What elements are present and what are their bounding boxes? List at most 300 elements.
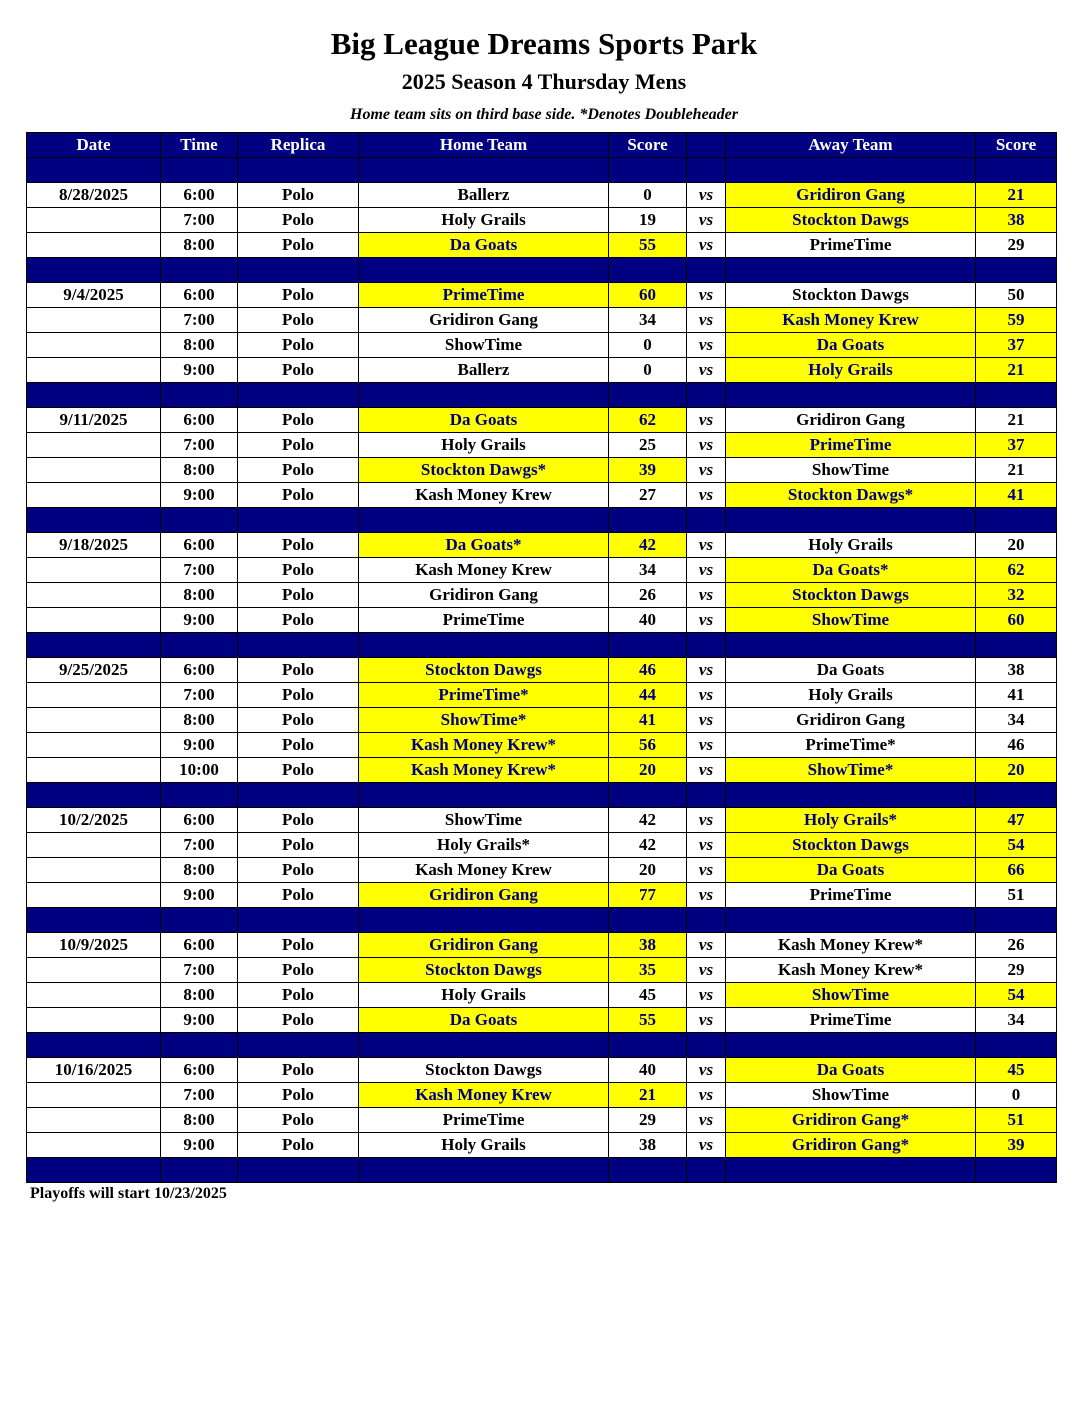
home-score: 20 (609, 858, 687, 883)
separator-cell (609, 908, 687, 933)
game-replica: Polo (238, 933, 359, 958)
away-team: Gridiron Gang (726, 708, 976, 733)
home-score: 20 (609, 758, 687, 783)
home-team: Ballerz (359, 183, 609, 208)
separator-cell (27, 1033, 161, 1058)
game-date: 9/18/2025 (27, 533, 161, 558)
away-score: 20 (976, 758, 1057, 783)
game-date (27, 483, 161, 508)
game-time: 9:00 (161, 733, 238, 758)
away-team: Gridiron Gang* (726, 1133, 976, 1158)
game-time: 8:00 (161, 858, 238, 883)
home-score: 35 (609, 958, 687, 983)
away-team: Holy Grails (726, 358, 976, 383)
game-time: 8:00 (161, 1108, 238, 1133)
home-score: 19 (609, 208, 687, 233)
separator-cell (687, 1033, 726, 1058)
game-time: 9:00 (161, 1133, 238, 1158)
game-row (27, 308, 1057, 333)
col-header-replica: Replica (238, 133, 359, 158)
game-date (27, 233, 161, 258)
game-replica: Polo (238, 433, 359, 458)
vs-label: vs (687, 208, 726, 233)
game-time: 7:00 (161, 433, 238, 458)
separator-cell (726, 1158, 976, 1183)
away-score: 62 (976, 558, 1057, 583)
separator-cell (27, 633, 161, 658)
game-replica: Polo (238, 583, 359, 608)
game-time: 9:00 (161, 358, 238, 383)
away-score: 59 (976, 308, 1057, 333)
home-score: 40 (609, 608, 687, 633)
page-title: Big League Dreams Sports Park (330, 26, 758, 61)
away-team: Gridiron Gang* (726, 1108, 976, 1133)
separator-cell (27, 158, 161, 183)
home-team: Kash Money Krew (359, 558, 609, 583)
separator-cell (609, 1033, 687, 1058)
away-team: Da Goats (726, 858, 976, 883)
separator-cell (359, 1033, 609, 1058)
away-team: Da Goats* (726, 558, 976, 583)
away-score: 34 (976, 708, 1057, 733)
game-time: 7:00 (161, 208, 238, 233)
home-score: 45 (609, 983, 687, 1008)
game-row (27, 608, 1057, 633)
game-time: 7:00 (161, 833, 238, 858)
separator-cell (609, 158, 687, 183)
home-team: Gridiron Gang (359, 583, 609, 608)
game-time: 8:00 (161, 708, 238, 733)
game-row (27, 858, 1057, 883)
game-replica: Polo (238, 1008, 359, 1033)
away-team: Da Goats (726, 333, 976, 358)
separator-cell (976, 633, 1057, 658)
separator-cell (609, 633, 687, 658)
page-subtitle: 2025 Season 4 Thursday Mens (401, 69, 687, 94)
separator-cell (238, 258, 359, 283)
game-row (27, 433, 1057, 458)
game-date (27, 1083, 161, 1108)
away-score: 32 (976, 583, 1057, 608)
away-team: Stockton Dawgs (726, 208, 976, 233)
game-date: 9/11/2025 (27, 408, 161, 433)
away-score: 21 (976, 408, 1057, 433)
home-score: 40 (609, 1058, 687, 1083)
away-team: PrimeTime (726, 883, 976, 908)
header-row (27, 133, 1057, 158)
game-replica: Polo (238, 183, 359, 208)
home-team: Kash Money Krew* (359, 758, 609, 783)
home-team: Gridiron Gang (359, 933, 609, 958)
week-separator-row (27, 508, 1057, 533)
home-team: ShowTime (359, 333, 609, 358)
home-team: ShowTime* (359, 708, 609, 733)
game-row (27, 458, 1057, 483)
game-row (27, 358, 1057, 383)
home-score: 42 (609, 533, 687, 558)
col-header-time: Time (161, 133, 238, 158)
vs-label: vs (687, 958, 726, 983)
game-row (27, 558, 1057, 583)
game-replica: Polo (238, 733, 359, 758)
separator-cell (976, 783, 1057, 808)
game-time: 7:00 (161, 308, 238, 333)
home-team: Gridiron Gang (359, 308, 609, 333)
away-team: ShowTime (726, 983, 976, 1008)
game-replica: Polo (238, 558, 359, 583)
game-replica: Polo (238, 608, 359, 633)
separator-cell (238, 383, 359, 408)
away-score: 38 (976, 208, 1057, 233)
game-replica: Polo (238, 483, 359, 508)
separator-cell (687, 508, 726, 533)
away-team: Kash Money Krew* (726, 958, 976, 983)
separator-cell (238, 508, 359, 533)
vs-label: vs (687, 708, 726, 733)
away-score: 21 (976, 183, 1057, 208)
separator-cell (238, 1033, 359, 1058)
home-team: Gridiron Gang (359, 883, 609, 908)
home-score: 62 (609, 408, 687, 433)
away-team: Stockton Dawgs (726, 283, 976, 308)
vs-label: vs (687, 1058, 726, 1083)
game-date (27, 833, 161, 858)
game-replica: Polo (238, 808, 359, 833)
week-separator-row (27, 383, 1057, 408)
away-score: 34 (976, 1008, 1057, 1033)
game-row (27, 1008, 1057, 1033)
game-time: 6:00 (161, 658, 238, 683)
col-header-date: Date (27, 133, 161, 158)
separator-cell (609, 1158, 687, 1183)
home-team: Da Goats (359, 1008, 609, 1033)
week-separator-row (27, 633, 1057, 658)
game-date (27, 333, 161, 358)
away-score: 21 (976, 458, 1057, 483)
game-date (27, 1133, 161, 1158)
home-score: 27 (609, 483, 687, 508)
away-score: 66 (976, 858, 1057, 883)
separator-cell (687, 633, 726, 658)
away-team: Stockton Dawgs* (726, 483, 976, 508)
week-separator-row (27, 1158, 1057, 1183)
game-time: 7:00 (161, 558, 238, 583)
schedule-table (26, 132, 1057, 1183)
home-score: 38 (609, 933, 687, 958)
game-time: 6:00 (161, 533, 238, 558)
game-replica: Polo (238, 983, 359, 1008)
game-date (27, 458, 161, 483)
home-team: PrimeTime (359, 1108, 609, 1133)
vs-label: vs (687, 808, 726, 833)
vs-label: vs (687, 1108, 726, 1133)
separator-cell (27, 1158, 161, 1183)
game-time: 8:00 (161, 983, 238, 1008)
away-score: 39 (976, 1133, 1057, 1158)
game-time: 7:00 (161, 958, 238, 983)
schedule-body (27, 158, 1057, 1183)
vs-label: vs (687, 483, 726, 508)
home-score: 44 (609, 683, 687, 708)
vs-label: vs (687, 683, 726, 708)
home-team: Holy Grails (359, 1133, 609, 1158)
separator-cell (726, 908, 976, 933)
away-team: ShowTime (726, 1083, 976, 1108)
vs-label: vs (687, 1008, 726, 1033)
game-date (27, 1008, 161, 1033)
vs-label: vs (687, 283, 726, 308)
home-score: 39 (609, 458, 687, 483)
home-score: 56 (609, 733, 687, 758)
separator-cell (359, 633, 609, 658)
game-date (27, 883, 161, 908)
away-team: PrimeTime* (726, 733, 976, 758)
home-score: 55 (609, 233, 687, 258)
away-team: Da Goats (726, 1058, 976, 1083)
away-score: 54 (976, 983, 1057, 1008)
away-score: 46 (976, 733, 1057, 758)
col-header-away-team: Away Team (726, 133, 976, 158)
separator-cell (726, 1033, 976, 1058)
home-team: Kash Money Krew (359, 483, 609, 508)
away-team: PrimeTime (726, 233, 976, 258)
week-separator-row (27, 783, 1057, 808)
schedule-note: Home team sits on third base side. *Denotes Doubleheader (350, 106, 738, 123)
game-replica: Polo (238, 358, 359, 383)
game-row (27, 708, 1057, 733)
away-score: 50 (976, 283, 1057, 308)
game-row (27, 1058, 1057, 1083)
separator-cell (687, 1158, 726, 1183)
game-date: 10/9/2025 (27, 933, 161, 958)
game-row (27, 733, 1057, 758)
separator-cell (687, 383, 726, 408)
home-score: 21 (609, 1083, 687, 1108)
game-time: 7:00 (161, 1083, 238, 1108)
away-team: Holy Grails* (726, 808, 976, 833)
game-date (27, 683, 161, 708)
home-team: Stockton Dawgs (359, 1058, 609, 1083)
home-team: Holy Grails (359, 208, 609, 233)
home-score: 34 (609, 308, 687, 333)
home-team: Stockton Dawgs (359, 958, 609, 983)
away-score: 54 (976, 833, 1057, 858)
home-score: 29 (609, 1108, 687, 1133)
home-team: Kash Money Krew (359, 858, 609, 883)
game-date: 8/28/2025 (27, 183, 161, 208)
away-team: PrimeTime (726, 433, 976, 458)
game-time: 7:00 (161, 683, 238, 708)
away-team: Stockton Dawgs (726, 833, 976, 858)
home-team: PrimeTime (359, 283, 609, 308)
vs-label: vs (687, 883, 726, 908)
playoffs-note: Playoffs will start 10/23/2025 (30, 1185, 227, 1202)
home-team: Kash Money Krew (359, 1083, 609, 1108)
separator-cell (161, 633, 238, 658)
separator-cell (161, 783, 238, 808)
home-score: 55 (609, 1008, 687, 1033)
separator-cell (359, 383, 609, 408)
vs-label: vs (687, 183, 726, 208)
away-score: 47 (976, 808, 1057, 833)
vs-label: vs (687, 583, 726, 608)
away-score: 0 (976, 1083, 1057, 1108)
game-date (27, 358, 161, 383)
away-team: ShowTime* (726, 758, 976, 783)
away-score: 29 (976, 233, 1057, 258)
game-row (27, 283, 1057, 308)
game-replica: Polo (238, 758, 359, 783)
separator-cell (687, 783, 726, 808)
away-team: Holy Grails (726, 533, 976, 558)
game-row (27, 333, 1057, 358)
vs-label: vs (687, 758, 726, 783)
separator-cell (687, 258, 726, 283)
separator-cell (359, 1158, 609, 1183)
vs-label: vs (687, 608, 726, 633)
game-time: 10:00 (161, 758, 238, 783)
game-row (27, 483, 1057, 508)
separator-cell (976, 258, 1057, 283)
game-time: 8:00 (161, 583, 238, 608)
separator-cell (609, 508, 687, 533)
week-separator-row (27, 908, 1057, 933)
away-score: 51 (976, 1108, 1057, 1133)
game-replica: Polo (238, 458, 359, 483)
home-score: 0 (609, 358, 687, 383)
away-team: Gridiron Gang (726, 183, 976, 208)
vs-label: vs (687, 333, 726, 358)
game-time: 9:00 (161, 1008, 238, 1033)
game-row (27, 408, 1057, 433)
separator-cell (359, 158, 609, 183)
game-row (27, 758, 1057, 783)
game-row (27, 933, 1057, 958)
home-team: Holy Grails* (359, 833, 609, 858)
away-score: 41 (976, 483, 1057, 508)
away-team: PrimeTime (726, 1008, 976, 1033)
separator-cell (359, 908, 609, 933)
col-header-home-score: Score (609, 133, 687, 158)
vs-label: vs (687, 233, 726, 258)
vs-label: vs (687, 558, 726, 583)
separator-cell (609, 383, 687, 408)
vs-label: vs (687, 858, 726, 883)
home-team: Stockton Dawgs (359, 658, 609, 683)
game-row (27, 533, 1057, 558)
away-team: Gridiron Gang (726, 408, 976, 433)
away-score: 60 (976, 608, 1057, 633)
separator-cell (238, 1158, 359, 1183)
game-replica: Polo (238, 958, 359, 983)
game-time: 9:00 (161, 883, 238, 908)
home-score: 46 (609, 658, 687, 683)
separator-cell (609, 783, 687, 808)
separator-cell (27, 508, 161, 533)
game-date (27, 583, 161, 608)
game-date (27, 308, 161, 333)
separator-cell (161, 1033, 238, 1058)
game-time: 6:00 (161, 408, 238, 433)
game-time: 8:00 (161, 333, 238, 358)
away-team: Da Goats (726, 658, 976, 683)
vs-label: vs (687, 1083, 726, 1108)
game-replica: Polo (238, 333, 359, 358)
away-score: 26 (976, 933, 1057, 958)
home-score: 34 (609, 558, 687, 583)
separator-cell (238, 783, 359, 808)
separator-cell (161, 908, 238, 933)
game-time: 9:00 (161, 608, 238, 633)
home-score: 41 (609, 708, 687, 733)
game-time: 8:00 (161, 233, 238, 258)
home-score: 42 (609, 833, 687, 858)
separator-cell (976, 908, 1057, 933)
game-date: 9/4/2025 (27, 283, 161, 308)
game-row (27, 208, 1057, 233)
col-header-away-score: Score (976, 133, 1057, 158)
game-replica: Polo (238, 208, 359, 233)
game-replica: Polo (238, 533, 359, 558)
game-row (27, 233, 1057, 258)
home-team: Ballerz (359, 358, 609, 383)
home-team: Kash Money Krew* (359, 733, 609, 758)
game-replica: Polo (238, 1083, 359, 1108)
vs-label: vs (687, 658, 726, 683)
separator-cell (238, 908, 359, 933)
home-team: Da Goats (359, 408, 609, 433)
game-date (27, 733, 161, 758)
separator-cell (976, 1158, 1057, 1183)
game-row (27, 183, 1057, 208)
vs-label: vs (687, 983, 726, 1008)
game-row (27, 808, 1057, 833)
game-replica: Polo (238, 658, 359, 683)
game-date (27, 208, 161, 233)
separator-cell (976, 508, 1057, 533)
home-team: PrimeTime (359, 608, 609, 633)
separator-cell (359, 508, 609, 533)
separator-cell (161, 158, 238, 183)
game-date (27, 433, 161, 458)
game-replica: Polo (238, 1133, 359, 1158)
separator-cell (976, 383, 1057, 408)
separator-cell (976, 1033, 1057, 1058)
game-replica: Polo (238, 308, 359, 333)
game-replica: Polo (238, 283, 359, 308)
away-team: Stockton Dawgs (726, 583, 976, 608)
game-row (27, 683, 1057, 708)
game-time: 6:00 (161, 808, 238, 833)
separator-cell (161, 383, 238, 408)
game-row (27, 1133, 1057, 1158)
vs-label: vs (687, 733, 726, 758)
away-team: ShowTime (726, 608, 976, 633)
home-score: 77 (609, 883, 687, 908)
separator-cell (27, 258, 161, 283)
home-score: 0 (609, 333, 687, 358)
separator-cell (609, 258, 687, 283)
game-replica: Polo (238, 858, 359, 883)
away-score: 21 (976, 358, 1057, 383)
away-score: 41 (976, 683, 1057, 708)
week-separator-row (27, 258, 1057, 283)
game-date (27, 608, 161, 633)
separator-cell (359, 783, 609, 808)
vs-label: vs (687, 433, 726, 458)
home-team: Da Goats* (359, 533, 609, 558)
game-date (27, 958, 161, 983)
